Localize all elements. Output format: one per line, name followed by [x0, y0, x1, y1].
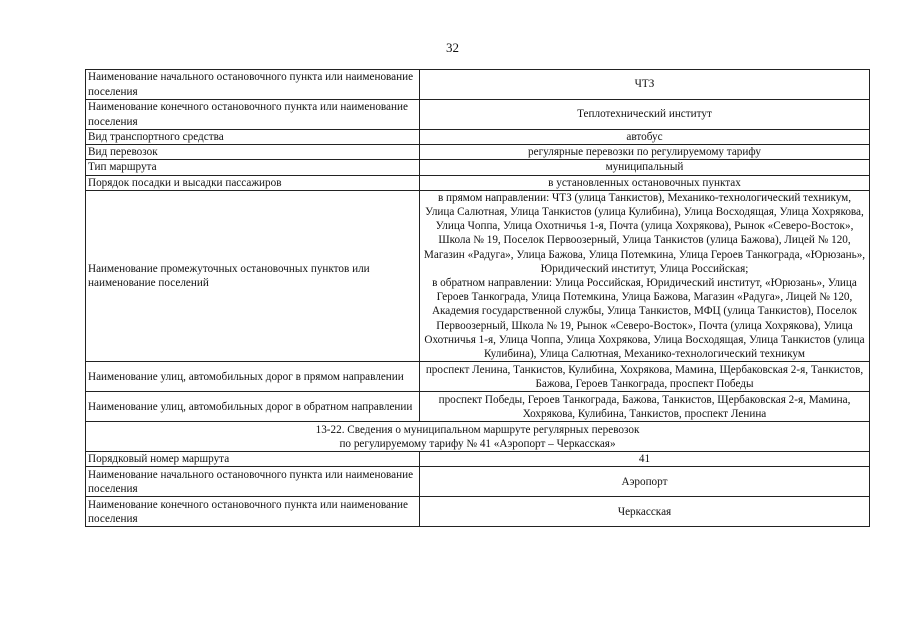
table-row [86, 130, 870, 145]
row-value: проспект Ленина, Танкистов, Кулибина, Хохрякова, Мамина, Щербаковская 2-я, Танкистов, Бажова, Героев Танкограда, проспект Победы [420, 362, 870, 392]
table-row [86, 100, 870, 130]
table-row [86, 452, 870, 467]
row-label: Порядковый номер маршрута [86, 452, 420, 467]
row-label: Вид перевозок [86, 145, 420, 160]
row-label: Наименование начального остановочного пункта или наименование поселения [86, 70, 420, 100]
row-value: Аэропорт [420, 467, 870, 497]
route-table [85, 69, 870, 527]
row-value: автобус [420, 130, 870, 145]
row-value: ЧТЗ [420, 70, 870, 100]
table-row [86, 392, 870, 422]
section-header [86, 422, 870, 452]
table-row [86, 497, 870, 527]
row-label: Наименование улиц, автомобильных дорог в прямом направлении [86, 362, 420, 392]
row-label: Наименование улиц, автомобильных дорог в обратном направлении [86, 392, 420, 422]
row-value: Теплотехнический институт [420, 100, 870, 130]
table-row [86, 467, 870, 497]
backward-stops: в обратном направлении: Улица Российская, Юридический институт, «Юрюзань», Улица Героев Танкограда, Улица Потемкина, Улица Бажова, Магазин «Радуга», Лицей № 120, Академия государственной службы, Улица Танкистов, МФЦ (улица Танкистов), Поселок Первоозерный, Школа № 19, Рынок «Северо-Восток», Почта (улица Хохрякова), Улица Охотничья 1-я, Улица Чоппа, Улица Хохрякова, Улица Восходящая, Улица Танкистов (улица Кулибина), Улица Салютная, Механико-технологический техникум [424, 277, 865, 361]
row-label: Наименование промежуточных остановочных пунктов или наименование поселений [86, 190, 420, 361]
row-value: проспект Победы, Героев Танкограда, Бажова, Танкистов, Щербаковская 2-я, Мамина, Хохрякова, Кулибина, Танкистов, проспект Ленина [420, 392, 870, 422]
table-row [86, 175, 870, 190]
section-header-row [86, 422, 870, 452]
row-value: в установленных остановочных пунктах [420, 175, 870, 190]
row-value: муниципальный [420, 160, 870, 175]
row-value: Черкасская [420, 497, 870, 527]
row-label: Вид транспортного средства [86, 130, 420, 145]
row-value: 41 [420, 452, 870, 467]
row-label: Тип маршрута [86, 160, 420, 175]
forward-stops: в прямом направлении: ЧТЗ (улица Танкистов), Механико-технологический техникум, Улица Салютная, Улица Танкистов (улица Кулибина), Улица Восходящая, Улица Хохрякова, Улица Чоппа, Улица Охотничья 1-я, Почта (улица Хохрякова), Рынок «Северо-Восток», Школа № 19, Поселок Первоозерный, Улица Танкистов (улица Бажова), Лицей № 120, Магазин «Радуга», Улица Бажова, Улица Потемкина, Улица Героев Танкограда, «Юрюзань», Юридический институт, Улица Российская; [423, 191, 866, 275]
table-row [86, 145, 870, 160]
row-value: регулярные перевозки по регулируемому тарифу [420, 145, 870, 160]
page-number: 32 [446, 40, 459, 55]
row-value [420, 190, 870, 361]
row-label: Наименование начального остановочного пункта или наименование поселения [86, 467, 420, 497]
row-label: Наименование конечного остановочного пункта или наименование поселения [86, 100, 420, 130]
row-label: Наименование конечного остановочного пункта или наименование поселения [86, 497, 420, 527]
table-row [86, 362, 870, 392]
table-row [86, 70, 870, 100]
section-title-line1: 13-22. Сведения о муниципальном маршруте регулярных перевозок [315, 423, 640, 436]
row-label: Порядок посадки и высадки пассажиров [86, 175, 420, 190]
table-row [86, 160, 870, 175]
section-title-line2: по регулируемому тарифу № 41 «Аэропорт – Черкасская» [339, 437, 616, 450]
table-row [86, 190, 870, 361]
